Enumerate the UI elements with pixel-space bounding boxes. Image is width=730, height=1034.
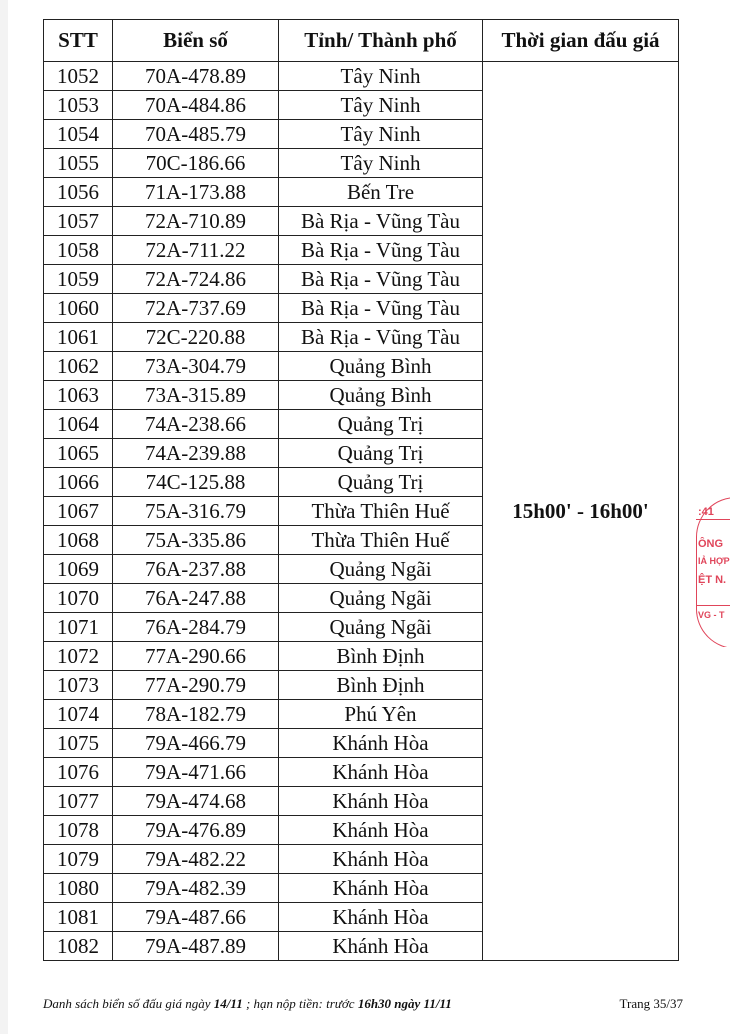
province-cell: Bà Rịa - Vũng Tàu — [279, 236, 483, 265]
header-stt: STT — [44, 20, 113, 62]
stt-cell: 1070 — [44, 584, 113, 613]
stt-cell: 1067 — [44, 497, 113, 526]
province-cell: Khánh Hòa — [279, 729, 483, 758]
footer-middle: ; hạn nộp tiền: trước — [242, 996, 358, 1011]
province-cell: Quảng Ngãi — [279, 584, 483, 613]
auction-time-cell: 15h00' - 16h00' — [483, 62, 679, 961]
header-auction-time: Thời gian đấu giá — [483, 20, 679, 62]
stt-cell: 1065 — [44, 439, 113, 468]
page-number: Trang 35/37 — [619, 996, 683, 1011]
stt-cell: 1080 — [44, 874, 113, 903]
plate-number-cell: 79A-487.66 — [113, 903, 279, 932]
province-cell: Bà Rịa - Vũng Tàu — [279, 323, 483, 352]
stamp-text: IẢ HỢP — [698, 556, 730, 566]
stamp-divider — [696, 519, 730, 520]
stt-cell: 1063 — [44, 381, 113, 410]
stt-cell: 1081 — [44, 903, 113, 932]
plate-number-cell: 70C-186.66 — [113, 149, 279, 178]
plate-number-cell: 77A-290.66 — [113, 642, 279, 671]
plate-number-cell: 78A-182.79 — [113, 700, 279, 729]
plate-number-cell: 73A-304.79 — [113, 352, 279, 381]
province-cell: Bà Rịa - Vũng Tàu — [279, 207, 483, 236]
stamp-text: ỆT N. — [698, 574, 727, 586]
stt-cell: 1073 — [44, 671, 113, 700]
plate-number-cell: 74A-238.66 — [113, 410, 279, 439]
stt-cell: 1066 — [44, 468, 113, 497]
plate-number-cell: 76A-237.88 — [113, 555, 279, 584]
province-cell: Quảng Ngãi — [279, 613, 483, 642]
stamp-divider — [696, 605, 730, 606]
plate-number-cell: 76A-247.88 — [113, 584, 279, 613]
province-cell: Quảng Bình — [279, 381, 483, 410]
stt-cell: 1082 — [44, 932, 113, 961]
province-cell: Tây Ninh — [279, 149, 483, 178]
plate-number-cell: 70A-478.89 — [113, 62, 279, 91]
stt-cell: 1062 — [44, 352, 113, 381]
plate-number-cell: 75A-335.86 — [113, 526, 279, 555]
province-cell: Khánh Hòa — [279, 816, 483, 845]
plate-number-cell: 72A-724.86 — [113, 265, 279, 294]
footer-prefix: Danh sách biển số đấu giá ngày — [43, 996, 214, 1011]
stt-cell: 1068 — [44, 526, 113, 555]
plate-number-cell: 79A-482.22 — [113, 845, 279, 874]
table-row — [44, 62, 679, 91]
province-cell: Bình Định — [279, 671, 483, 700]
plate-number-cell: 79A-487.89 — [113, 932, 279, 961]
stamp-text: ÔNG — [698, 538, 724, 550]
plate-number-cell: 79A-471.66 — [113, 758, 279, 787]
province-cell: Khánh Hòa — [279, 845, 483, 874]
province-cell: Quảng Trị — [279, 439, 483, 468]
stt-cell: 1060 — [44, 294, 113, 323]
plate-number-cell: 79A-466.79 — [113, 729, 279, 758]
province-cell: Bà Rịa - Vũng Tàu — [279, 294, 483, 323]
province-cell: Tây Ninh — [279, 120, 483, 149]
stt-cell: 1057 — [44, 207, 113, 236]
stt-cell: 1056 — [44, 178, 113, 207]
plate-number-cell: 72A-737.69 — [113, 294, 279, 323]
stamp-text: VG - T — [698, 610, 725, 620]
plate-number-cell: 74A-239.88 — [113, 439, 279, 468]
plate-number-cell: 76A-284.79 — [113, 613, 279, 642]
red-stamp — [692, 497, 730, 647]
plate-number-cell: 72A-711.22 — [113, 236, 279, 265]
stt-cell: 1069 — [44, 555, 113, 584]
province-cell: Bình Định — [279, 642, 483, 671]
footer-deadline: 16h30 ngày 11/11 — [357, 996, 452, 1011]
plate-number-cell: 72A-710.89 — [113, 207, 279, 236]
province-cell: Bến Tre — [279, 178, 483, 207]
stt-cell: 1055 — [44, 149, 113, 178]
plate-number-cell: 74C-125.88 — [113, 468, 279, 497]
province-cell: Phú Yên — [279, 700, 483, 729]
table-body — [44, 62, 679, 961]
stt-cell: 1052 — [44, 62, 113, 91]
stt-cell: 1078 — [44, 816, 113, 845]
plate-number-cell: 75A-316.79 — [113, 497, 279, 526]
province-cell: Quảng Ngãi — [279, 555, 483, 584]
stt-cell: 1053 — [44, 91, 113, 120]
province-cell: Khánh Hòa — [279, 874, 483, 903]
stt-cell: 1064 — [44, 410, 113, 439]
province-cell: Quảng Trị — [279, 410, 483, 439]
province-cell: Thừa Thiên Huế — [279, 526, 483, 555]
plate-number-cell: 71A-173.88 — [113, 178, 279, 207]
page-footer — [43, 996, 683, 1018]
footer-auction-date: 14/11 — [213, 996, 243, 1011]
stt-cell: 1054 — [44, 120, 113, 149]
stt-cell: 1071 — [44, 613, 113, 642]
page-edge — [0, 0, 8, 1034]
plate-number-cell: 79A-476.89 — [113, 816, 279, 845]
plate-number-cell: 79A-474.68 — [113, 787, 279, 816]
province-cell: Bà Rịa - Vũng Tàu — [279, 265, 483, 294]
stt-cell: 1077 — [44, 787, 113, 816]
stt-cell: 1079 — [44, 845, 113, 874]
province-cell: Khánh Hòa — [279, 758, 483, 787]
province-cell: Khánh Hòa — [279, 932, 483, 961]
stamp-text: :41 — [698, 506, 714, 518]
stt-cell: 1058 — [44, 236, 113, 265]
stt-cell: 1075 — [44, 729, 113, 758]
province-cell: Tây Ninh — [279, 91, 483, 120]
plate-number-cell: 70A-485.79 — [113, 120, 279, 149]
province-cell: Khánh Hòa — [279, 787, 483, 816]
plates-table — [43, 19, 679, 961]
province-cell: Quảng Trị — [279, 468, 483, 497]
plate-number-cell: 70A-484.86 — [113, 91, 279, 120]
stt-cell: 1072 — [44, 642, 113, 671]
plate-number-cell: 77A-290.79 — [113, 671, 279, 700]
plate-number-cell: 73A-315.89 — [113, 381, 279, 410]
table-header-row — [44, 20, 679, 62]
plate-number-cell: 72C-220.88 — [113, 323, 279, 352]
stt-cell: 1076 — [44, 758, 113, 787]
province-cell: Quảng Bình — [279, 352, 483, 381]
stt-cell: 1074 — [44, 700, 113, 729]
stt-cell: 1061 — [44, 323, 113, 352]
plate-number-cell: 79A-482.39 — [113, 874, 279, 903]
header-plate: Biển số — [113, 20, 279, 62]
stt-cell: 1059 — [44, 265, 113, 294]
province-cell: Tây Ninh — [279, 62, 483, 91]
province-cell: Khánh Hòa — [279, 903, 483, 932]
province-cell: Thừa Thiên Huế — [279, 497, 483, 526]
header-province: Tỉnh/ Thành phố — [279, 20, 483, 62]
